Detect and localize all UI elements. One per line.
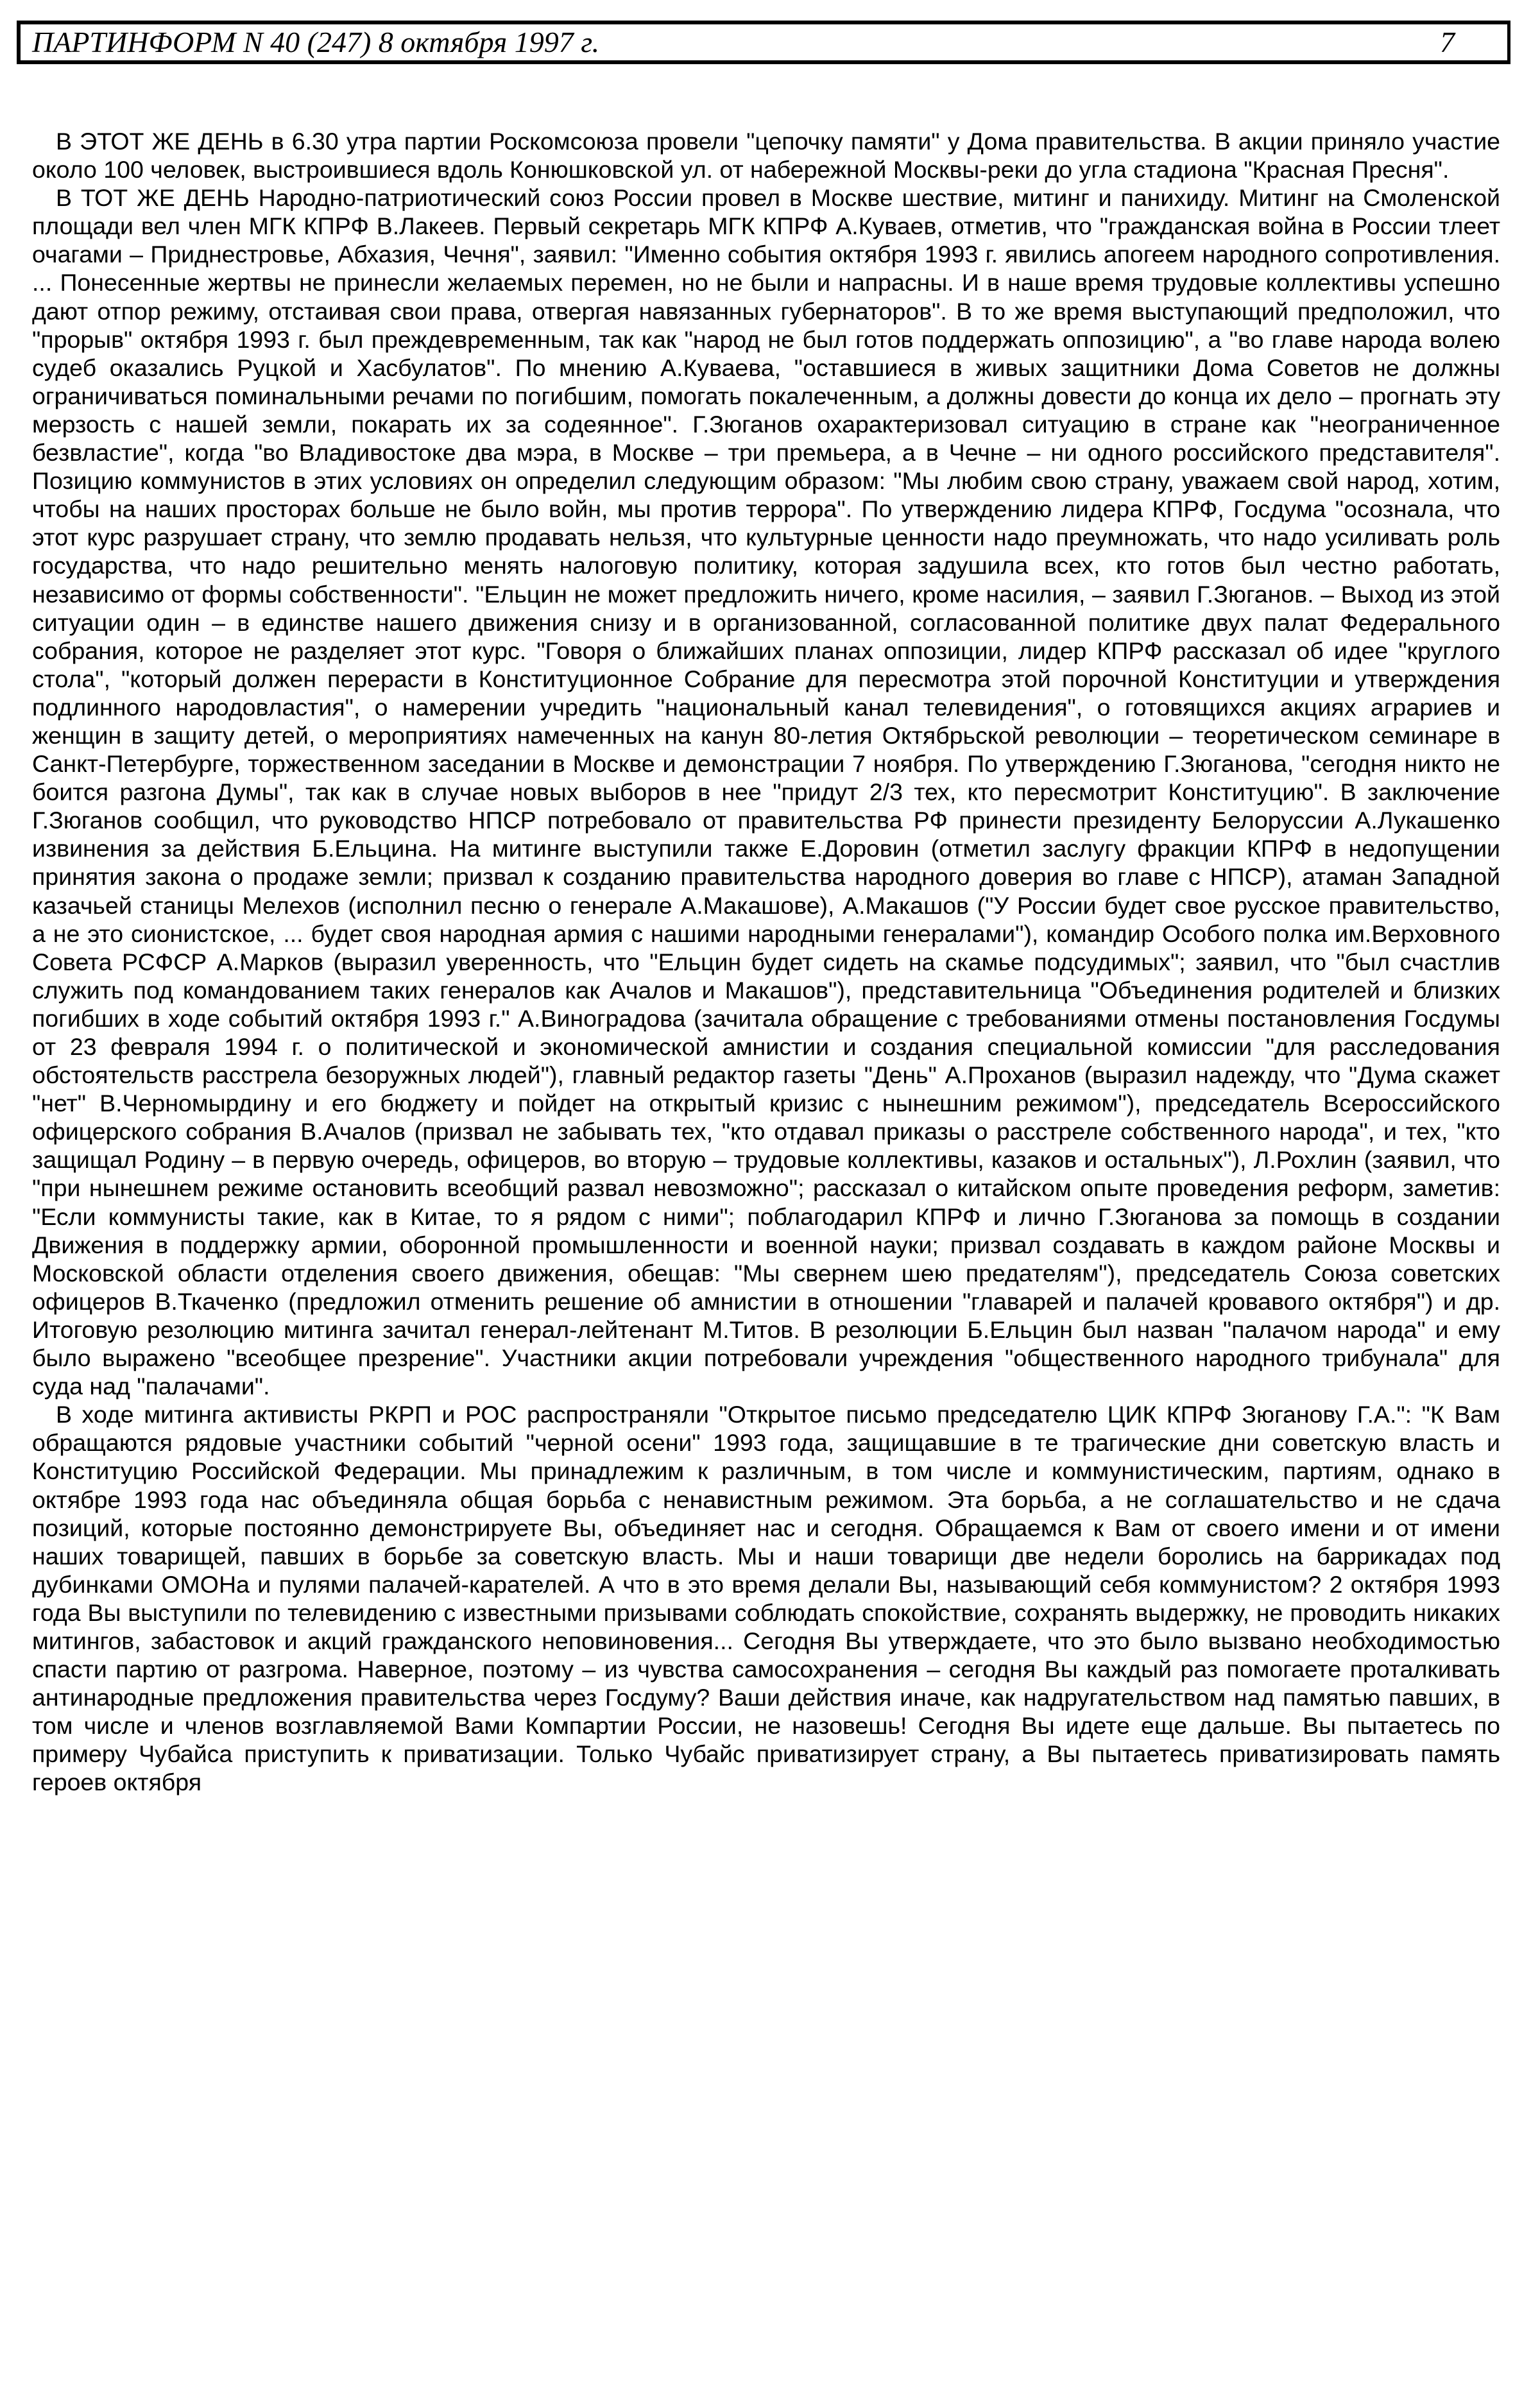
publication-header-title: ПАРТИНФОРМ N 40 (247) 8 октября 1997 г. [32, 26, 600, 58]
page-header [17, 21, 1510, 64]
article-paragraph: В ТОТ ЖЕ ДЕНЬ Народно-патриотический союз России провел в Москве шествие, митинг и панихиду. Митинг на Смоленской площади вел член МГК КПРФ В.Лакеев. Первый секретарь МГК КПРФ А.Куваев, отметив, что "гражданская война в России тлеет очагами – Приднестровье, Абхазия, Чечня", заявил: "Именно события октября 1993 г. явились апогеем народного сопротивления. ... Понесенные жертвы не принесли желаемых перемен, но не были и напрасны. И в наше время трудовые коллективы успешно дают отпор режиму, отстаивая свои права, отвергая навязанных губернаторов". В то же время выступающий предположил, что "прорыв" октября 1993 г. был преждевременным, так как "народ не был готов поддержать оппозицию", а "во главе народа волею судеб оказались Руцкой и Хасбулатов". По мнению А.Куваева, "оставшиеся в живых защитники Дома Советов не должны ограничиваться поминальными речами по погибшим, помогать покалеченным, а должны довести до конца их дело – прогнать эту мерзость с нашей земли, покарать их за содеянное". Г.Зюганов охарактеризовал ситуацию в стране как "неограниченное безвластие", когда "во Владивостоке два мэра, в Москве – три премьера, а в Чечне – ни одного российского представителя". Позицию коммунистов в этих условиях он определил следующим образом: "Мы любим свою страну, уважаем свой народ, хотим, чтобы на наших просторах больше не было войн, мы против террора". По утверждению лидера КПРФ, Госдума "осознала, что этот курс разрушает страну, что землю продавать нельзя, что культурные ценности надо преумножать, что надо усиливать роль государства, что надо решительно менять налоговую политику, которая задушила всех, кто готов был честно работать, независимо от формы собственности". "Ельцин не может предложить ничего, кроме насилия, – заявил Г.Зюганов. – Выход из этой ситуации один – в единстве нашего движения снизу и в организованной, согласованной политике двух палат Федерального собрания, которое не разделяет этот курс. "Говоря о ближайших планах оппозиции, лидер КПРФ рассказал об идее "круглого стола", "который должен перерасти в Конституционное Собрание для пересмотра этой порочной Конституции и утверждения подлинного народовластия", о намерении учредить "национальный канал телевидения", о готовящихся акциях аграриев и женщин в защиту детей, о мероприятиях намеченных на канун 80-летия Октябрьской революции – теоретическом семинаре в Санкт-Петербурге, торжественном заседании в Москве и демонстрации 7 ноября. По утверждению Г.Зюганова, "сегодня никто не боится разгона Думы", так как в случае новых выборов в нее "придут 2/3 тех, кто пересмотрит Конституцию". В заключение Г.Зюганов сообщил, что руководство НПСР потребовало от правительства РФ принести президенту Белоруссии А.Лукашенко извинения за действия Б.Ельцина. На митинге выступили также Е.Доровин (отметил заслугу фракции КПРФ в недопущении принятия закона о продаже земли; призвал к созданию правительства народного доверия во главе с НПСР), атаман Западной казачьей станицы Мелехов (исполнил песню о генерале А.Макашове), А.Макашов ("У России будет свое русское правительство, а не это сионистское, ... будет своя народная армия с нашими народными генералами"), командир Особого полка им.Верховного Совета РСФСР А.Марков (выразил уверенность, что "Ельцин будет сидеть на скамье подсудимых"; заявил, что "был счастлив служить под командованием таких генералов как Ачалов и Макашов"), представительница "Объединения родителей и близких погибших в ходе событий октября 1993 г." А.Виноградова (зачитала обращение с требованиями отмены постановления Госдумы от 23 февраля 1994 г. о политической и экономической амнистии и создания специальной комиссии "для расследования обстоятельств расстрела безоружных людей"), главный редактор газеты "День" А.Проханов (выразил надежду, что "Дума скажет "нет" В.Черномырдину и его бюджету и пойдет на открытый кризис с нынешним режимом"), председатель Всероссийского офицерского собрания В.Ачалов (призвал не забывать тех, "кто отдавал приказы о расстреле собственного народа", и тех, "кто защищал Родину – в первую очередь, офицеров, во вторую – трудовые коллективы, казаков и остальных"), Л.Рохлин (заявил, что "при нынешнем режиме остановить всеобщий развал невозможно"; рассказал о китайском опыте проведения реформ, заметив: "Если коммунисты такие, как в Китае, то я рядом с ними"; поблагодарил КПРФ и лично Г.Зюганова за помощь в создании Движения в поддержку армии, оборонной промышленности и военной науки; призвал создавать в каждом районе Москвы и Московской области отделения своего движения, обещав: "Мы свернем шею предателям"), председатель Союза советских офицеров В.Ткаченко (предложил отменить решение об амнистии в отношении "главарей и палачей кровавого октября") и др. Итоговую резолюцию митинга зачитал генерал-лейтенант М.Титов. В резолюции Б.Ельцин был назван "палачом народа" и ему было выражено "всеобщее презрение". Участники акции потребовали учреждения "общественного народного трибунала" для суда над "палачами". [32, 184, 1500, 1400]
article-paragraph: В ЭТОТ ЖЕ ДЕНЬ в 6.30 утра партии Роскомсоюза провели "цепочку памяти" у Дома правительства. В акции приняло участие около 100 человек, выстроившиеся вдоль Конюшковской ул. от набережной Москвы-реки до угла стадиона "Красная Пресня". [32, 128, 1500, 184]
article-body [32, 127, 1500, 1797]
article-paragraph: В ходе митинга активисты РКРП и РОС распространяли "Открытое письмо председателю ЦИК КПРФ Зюганову Г.А.": "К Вам обращаются рядовые участники событий "черной осени" 1993 года, защищавшие в те трагические дни советскую власть и Конституцию Российской Федерации. Мы принадлежим к различным, в том числе и коммунистическим, партиям, однако в октябре 1993 года нас объединяла общая борьба с ненавистным режимом. Эта борьба, а не соглашательство и не сдача позиций, которые постоянно демонстрируете Вы, объединяет нас и сегодня. Обращаемся к Вам от своего имени и от имени наших товарищей, павших в борьбе за советскую власть. Мы и наши товарищи две недели боролись на баррикадах под дубинками ОМОНа и пулями палачей-карателей. А что в это время делали Вы, называющий себя коммунистом? 2 октября 1993 года Вы выступили по телевидению с известными призывами соблюдать спокойствие, сохранять выдержку, не проводить никаких митингов, забастовок и акций гражданского неповиновения... Сегодня Вы утверждаете, что это было вызвано необходимостью спасти партию от разгрома. Наверное, поэтому – из чувства самосохранения – сегодня Вы каждый раз помогаете проталкивать антинародные предложения правительства через Госдуму? Ваши действия иначе, как надругательством над памятью павших, в том числе и членов возглавляемой Вами Компартии России, не назовешь! Сегодня Вы идете еще дальше. Вы пытаетесь по примеру Чубайса приступить к приватизации. Только Чубайс приватизирует страну, а Вы пытаетесь приватизировать память героев октября [32, 1401, 1500, 1796]
page-number: 7 [1440, 26, 1455, 58]
